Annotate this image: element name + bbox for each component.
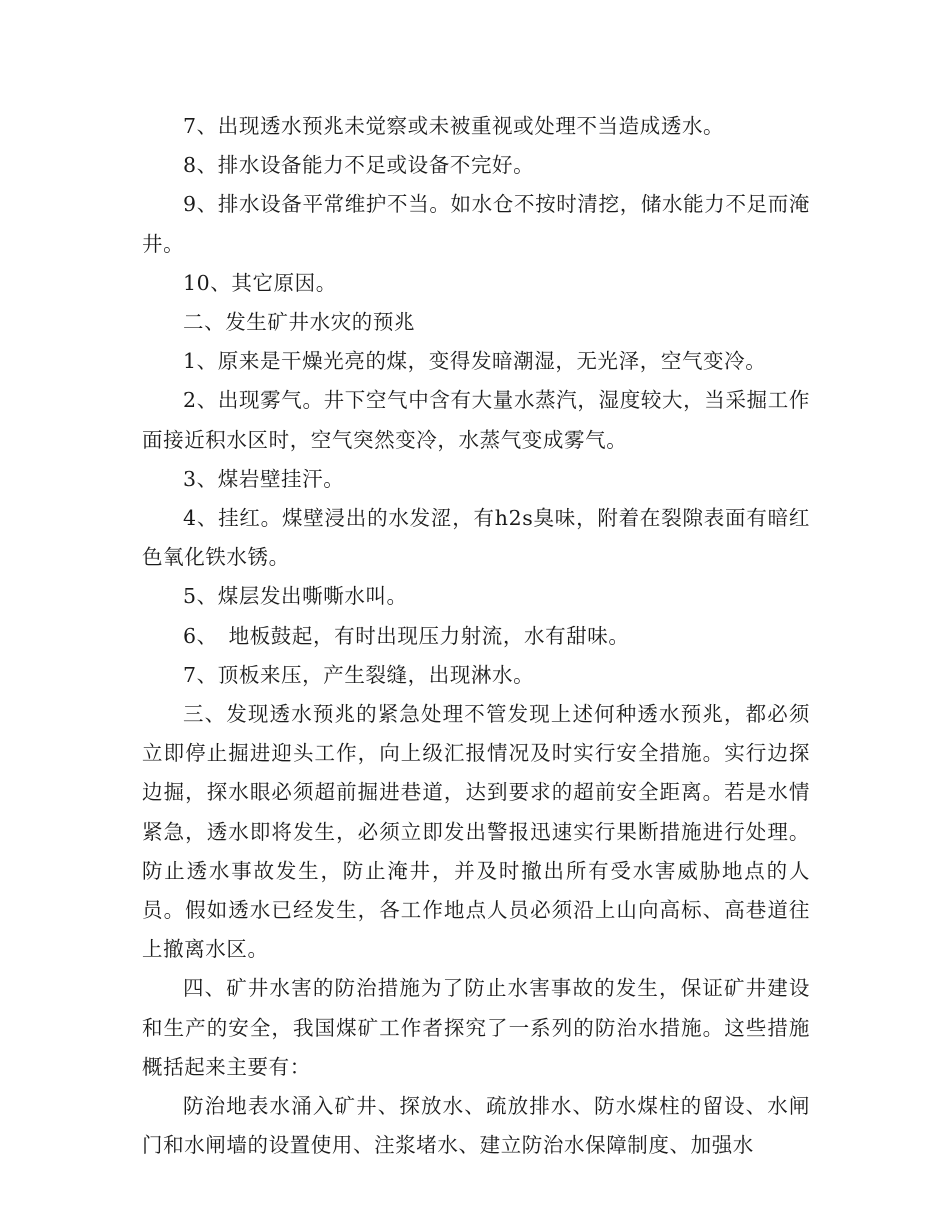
section-3-emergency: 三、发现透水预兆的紧急处理不管发现上述何种透水预兆，都必须立即停止掘进迎头工作，向上级汇报情况及时实行安全措施。实行边探边掘，探水眼必须超前掘进巷道，达到要求的超前安全距离。若是水情紧急，透水即将发生，必须立即发出警报迅速实行果断措施进行处理。防止透水事故发生，防止淹井，并及时撤出所有受水害威胁地点的人员。假如透水已经发生，各工作地点人员必须沿上山向高标、高巷道往上撤离水区。 — [142, 702, 810, 962]
paragraph-cause-7: 7、出现透水预兆未觉察或未被重视或处理不当造成透水。 — [183, 114, 725, 138]
paragraph-sign-1: 1、原来是干燥光亮的煤，变得发暗潮湿，无光泽，空气变冷。 — [183, 349, 767, 374]
paragraph-cause-10: 10、其它原因。 — [183, 270, 337, 295]
paragraph-prevention-measures: 防治地表水涌入矿井、探放水、疏放排水、防水煤柱的留设、水闸门和水闸墙的设置使用、注浆堵水、建立防治水保障制度、加强水 — [142, 1094, 810, 1158]
document-body — [142, 107, 810, 1165]
paragraph-sign-7: 7、顶板来压，产生裂缝，出现淋水。 — [183, 662, 535, 687]
section-4-prevention: 四、矿井水害的防治措施为了防止水害事故的发生，保证矿井建设和生产的安全，我国煤矿工作者探究了一系列的防治水措施。这些措施概括起来主要有： — [142, 976, 810, 1079]
paragraph-sign-3: 3、煤岩壁挂汗。 — [183, 466, 345, 491]
paragraph-cause-8: 8、排水设备能力不足或设备不完好。 — [183, 153, 535, 178]
paragraph-cause-9: 9、排水设备平常维护不当。如水仓不按时清挖，储水能力不足而淹井。 — [142, 192, 810, 256]
paragraph-sign-2: 2、出现雾气。井下空气中含有大量水蒸汽，湿度较大，当采掘工作面接近积水区时，空气突然变冷，水蒸气变成雾气。 — [142, 388, 810, 452]
section-heading-2: 二、发生矿井水灾的预兆 — [183, 310, 416, 335]
paragraph-sign-5: 5、煤层发出嘶嘶水叫。 — [183, 584, 408, 609]
paragraph-sign-4: 4、挂红。煤壁浸出的水发涩，有h2s臭味，附着在裂隙表面有暗红色氧化铁水锈。 — [142, 506, 810, 570]
paragraph-sign-6: 6、 地板鼓起，有时出现压力射流，水有甜味。 — [183, 623, 630, 648]
